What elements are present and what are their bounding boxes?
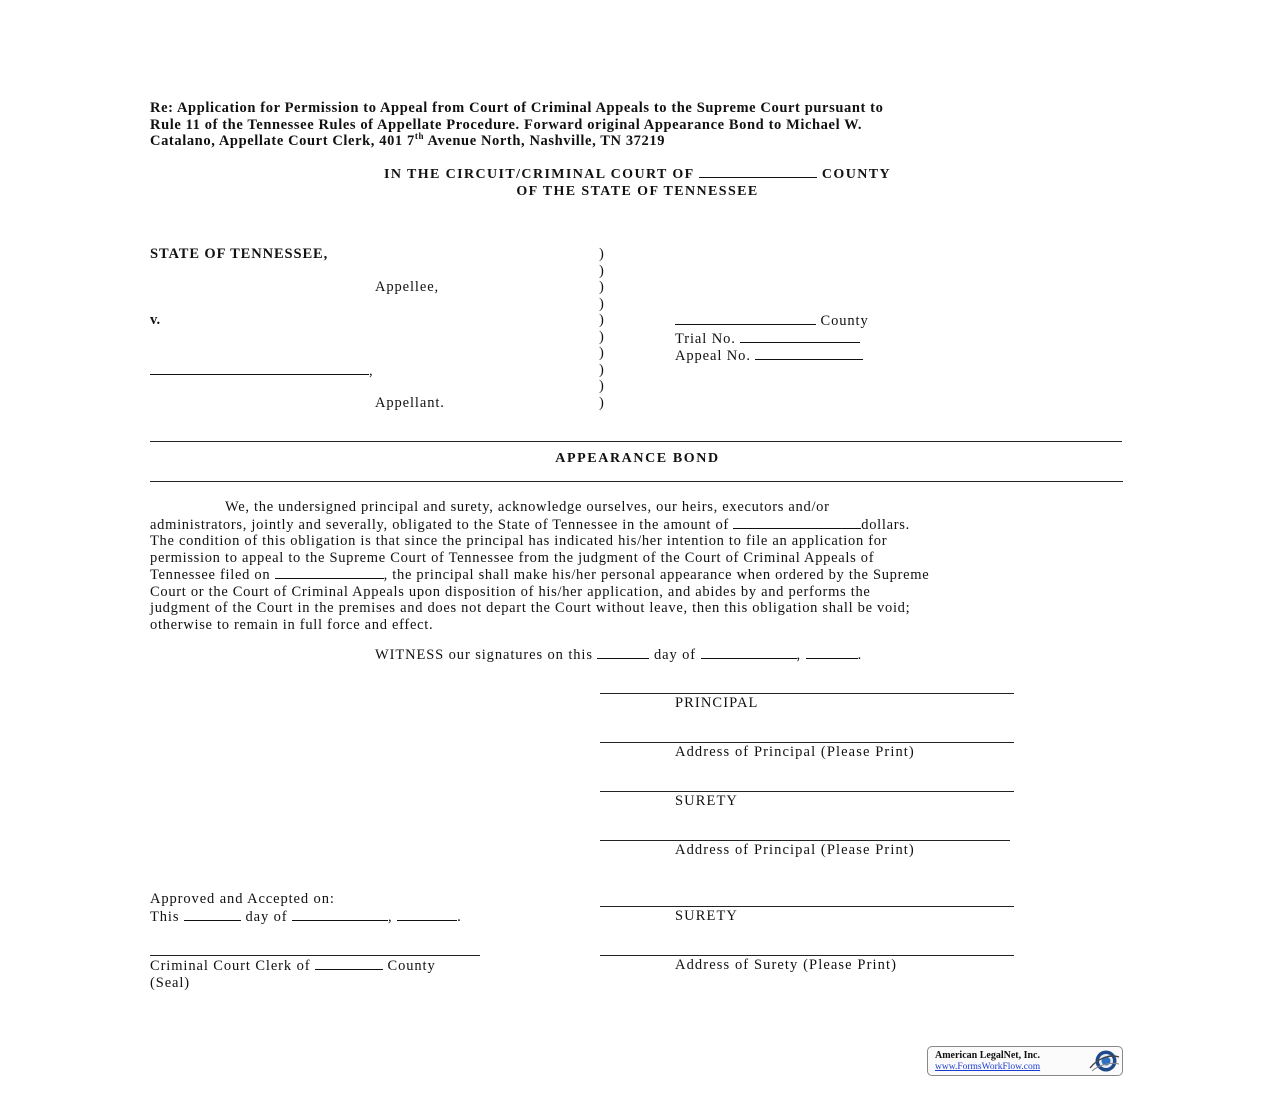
appellant-name-blank[interactable] [150, 362, 369, 375]
approval-day-blank[interactable] [184, 908, 241, 921]
clerk-county-blank[interactable] [315, 957, 383, 970]
paren: ) [599, 279, 604, 295]
header-superscript: th [414, 131, 425, 142]
clerk-signature-line[interactable] [150, 955, 480, 956]
header-line-2: Rule 11 of the Tennessee Rules of Appellate Procedure. Forward original Appearance Bond to Michael W. [150, 116, 863, 133]
trial-no-blank[interactable] [740, 330, 860, 343]
paren: ) [599, 312, 604, 328]
body-line-8: otherwise to remain in full force and effect. [150, 616, 434, 633]
address-of-principal-label-2: Address of Principal (Please Print) [675, 842, 915, 858]
body-line-5-text: Tennessee filed on [150, 567, 271, 583]
appeal-no-blank[interactable] [755, 347, 863, 360]
case-numbers [675, 312, 869, 365]
witness-day-of: day of [653, 647, 697, 663]
bond-amount-blank[interactable] [733, 516, 861, 529]
principal-signature-line[interactable] [600, 693, 1014, 694]
logo-url-link[interactable]: www.FormsWorkFlow.com [935, 1062, 1041, 1072]
court-line-1-post: COUNTY [821, 167, 891, 182]
header-line-3-text: Catalano, Appellate Court Clerk, 401 7 [150, 133, 415, 149]
principal-label: PRINCIPAL [675, 695, 759, 711]
county-label: County [820, 313, 869, 329]
address-of-principal-label-1: Address of Principal (Please Print) [675, 744, 915, 760]
court-line-1-pre: IN THE CIRCUIT/CRIMINAL COURT OF [384, 167, 695, 182]
paren: ) [599, 262, 604, 279]
approved-accepted-label: Approved and Accepted on: [150, 891, 335, 907]
appeal-no-label: Appeal No. [675, 348, 751, 364]
state-of-tennessee: STATE OF TENNESSEE, [150, 246, 329, 262]
body-line-5 [150, 566, 1125, 584]
paren: ) [599, 378, 604, 394]
header-line-3 [150, 133, 1130, 150]
caption-parentheses [599, 246, 604, 411]
approval-day-of: day of [245, 908, 288, 925]
approval-year-blank[interactable] [397, 908, 457, 921]
body-line-1: We, the undersigned principal and surety, acknowledge ourselves, our heirs, executors and/or [225, 499, 830, 515]
court-heading [150, 165, 1125, 200]
body-line-7: judgment of the Court in the premises and does not depart the Court without leave, then this obligation shall be void; [150, 600, 911, 616]
trial-no-label: Trial No. [675, 330, 736, 347]
witness-period: . [857, 647, 863, 663]
principal-address-line-2[interactable] [600, 840, 1010, 841]
body-line-5-rest: , the principal shall make his/her personal appearance when ordered by the Supreme [383, 567, 930, 583]
approval-this: This [150, 908, 180, 925]
appellee-label: Appellee, [375, 279, 440, 295]
witness-year-blank[interactable] [806, 646, 858, 659]
clerk-county-label: County [387, 958, 436, 974]
body-line-6: Court or the Court of Criminal Appeals upon disposition of his/her application, and abides by and performs the [150, 583, 871, 600]
principal-address-line[interactable] [600, 742, 1014, 743]
surety-label-1: SURETY [675, 793, 738, 809]
address-of-surety-label: Address of Surety (Please Print) [675, 957, 898, 973]
body-line-4: permission to appeal to the Supreme Court of Tennessee from the judgment of the Court of Criminal Appeals of [150, 549, 875, 566]
witness-day-blank[interactable] [597, 646, 649, 659]
approval-month-blank[interactable] [292, 908, 388, 921]
title-rule-bottom [150, 481, 1123, 482]
county-blank[interactable] [675, 312, 816, 325]
american-legalnet-logo [927, 1046, 1123, 1076]
appellant-label: Appellant. [375, 394, 445, 411]
body-line-2-rest: dollars. [861, 516, 910, 533]
surety-signature-line-1[interactable] [600, 791, 1014, 792]
versus-label: v. [150, 312, 161, 328]
witness-comma: , [796, 647, 802, 663]
paren: ) [599, 246, 604, 262]
seal-label: (Seal) [150, 974, 191, 991]
bond-body-paragraph [150, 499, 1125, 633]
case-caption-left [150, 246, 590, 411]
paren: ) [599, 361, 604, 378]
header-line-1: Re: Application for Permission to Appeal from Court of Criminal Appeals to the Supreme Court pursuant to [150, 100, 884, 116]
court-line-2: OF THE STATE OF TENNESSEE [516, 183, 759, 199]
body-line-3: The condition of this obligation is that since the principal has indicated his/her intention to file an application for [150, 533, 888, 549]
court-county-blank[interactable] [699, 165, 817, 178]
globe-icon [1086, 1048, 1120, 1074]
header-instructions [150, 100, 1130, 150]
logo-company-name: American LegalNet, Inc. [935, 1050, 1040, 1061]
title-rule-top [150, 441, 1122, 442]
witness-line [375, 646, 862, 664]
witness-text: WITNESS our signatures on this [375, 647, 593, 663]
body-line-2 [150, 516, 1125, 534]
witness-month-blank[interactable] [701, 646, 797, 659]
approval-period: . [457, 908, 462, 925]
paren: ) [599, 295, 604, 312]
appellant-comma: , [369, 362, 373, 379]
surety-label-2: SURETY [675, 908, 738, 924]
appearance-bond-title: APPEARANCE BOND [555, 451, 720, 466]
paren: ) [599, 328, 604, 345]
approval-block [150, 891, 462, 925]
paren: ) [599, 345, 604, 361]
header-line-3-rest: Avenue North, Nashville, TN 37219 [424, 133, 666, 149]
filed-on-date-blank[interactable] [275, 566, 384, 579]
surety-address-line[interactable] [600, 955, 1014, 956]
clerk-block [150, 957, 436, 991]
clerk-label: Criminal Court Clerk of [150, 958, 311, 974]
approval-comma: , [388, 908, 393, 925]
paren: ) [599, 394, 604, 411]
surety-signature-line-2[interactable] [600, 906, 1014, 907]
body-line-2-text: administrators, jointly and severally, obligated to the State of Tennessee in the amount of [150, 516, 729, 533]
approval-date-line [150, 908, 462, 926]
